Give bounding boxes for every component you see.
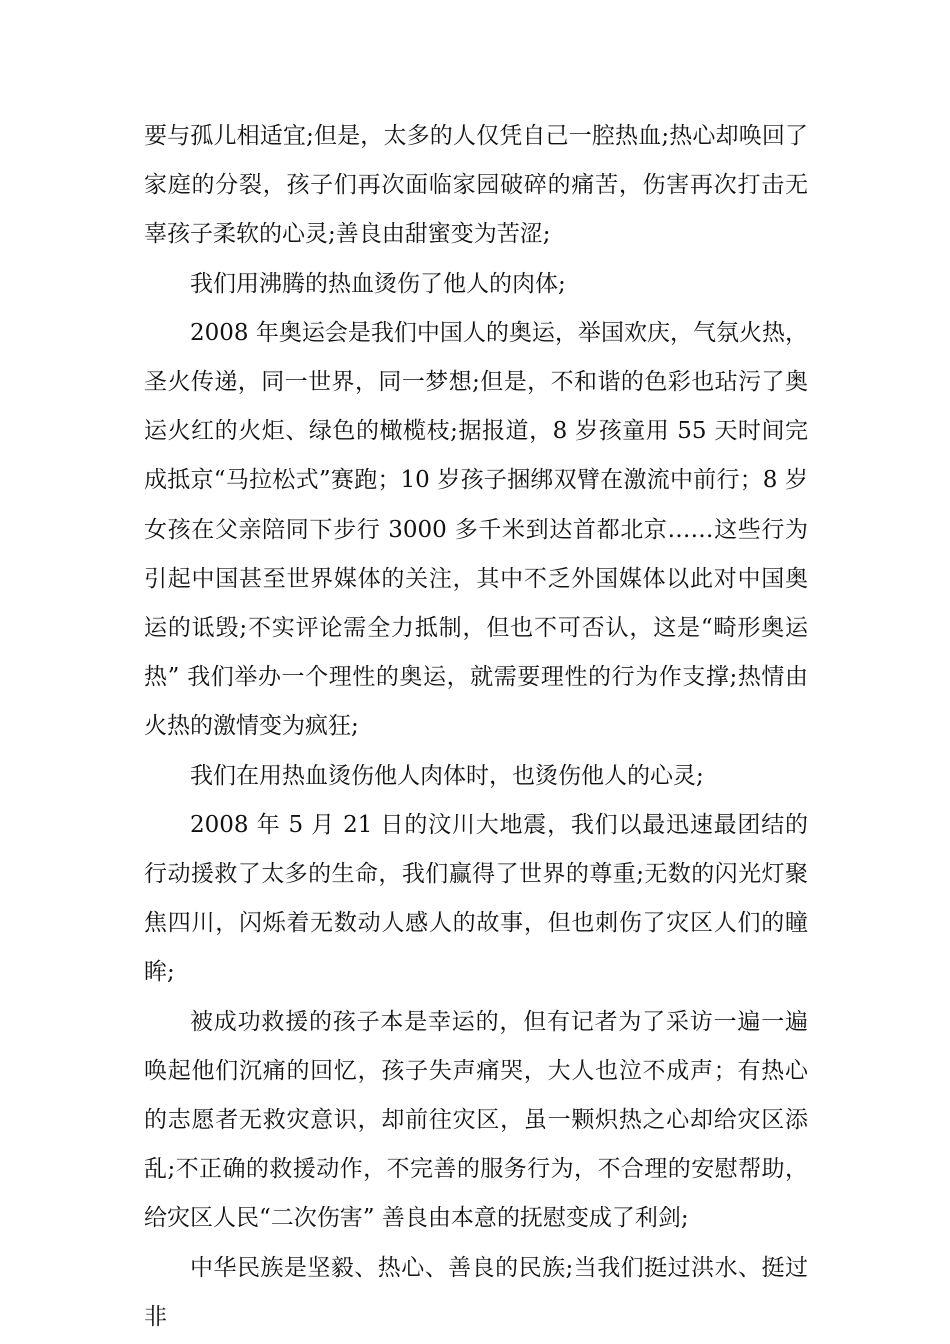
- paragraph: 2008 年 5 月 21 日的汶川大地震，我们以最迅速最团结的行动援救了太多的生命，我们赢得了世界的尊重;无数的闪光灯聚焦四川，闪烁着无数动人感人的故事，但也刺伤了灾区人们的瞳眸;: [144, 811, 808, 986]
- paragraph: 我们用沸腾的热血烫伤了他人的肉体;: [190, 270, 566, 297]
- paragraph: 2008 年奥运会是我们中国人的奥运，举国欢庆，气氛火热，圣火传递，同一世界，同一梦想;但是，不和谐的色彩也玷污了奥运火红的火炬、绿色的橄榄枝;据报道，8 岁孩童用 55 天时间完成抵京“马拉松式”赛跑；10 岁孩子捆绑双臂在激流中前行；8 岁女孩在父亲陪同下步行 3000 多千米到达首都北京……这些行为引起中国甚至世界媒体的关注，其中不乏外国媒体以此对中国奥运的诋毁;不实评论需全力抵制，但也不可否认，这是“畸形奥运热” 我们举办一个理性的奥运，就需要理性的行为作支撑;热情由火热的激情变为疯狂;: [144, 319, 808, 740]
- paragraph: 被成功救援的孩子本是幸运的，但有记者为了采访一遍一遍唤起他们沉痛的回忆，孩子失声痛哭，大人也泣不成声；有热心的志愿者无救灾意识，却前往灾区，虽一颗炽热之心却给灾区添乱;不正确的救援动作，不完善的服务行为，不合理的安慰帮助，给灾区人民“二次伤害” 善良由本意的抚慰变成了利剑;: [144, 1008, 808, 1232]
- paragraph: 中华民族是坚毅、热心、善良的民族;当我们挺过洪水、挺过非: [144, 1254, 808, 1330]
- document-body: [144, 112, 808, 1342]
- paragraph: 要与孤儿相适宜;但是，太多的人仅凭自己一腔热血;热心却唤回了家庭的分裂，孩子们再次面临家园破碎的痛苦，伤害再次打击无辜孩子柔软的心灵;善良由甜蜜变为苦涩;: [144, 123, 808, 248]
- paragraph: 我们在用热血烫伤他人肉体时，也烫伤他人的心灵;: [190, 762, 704, 789]
